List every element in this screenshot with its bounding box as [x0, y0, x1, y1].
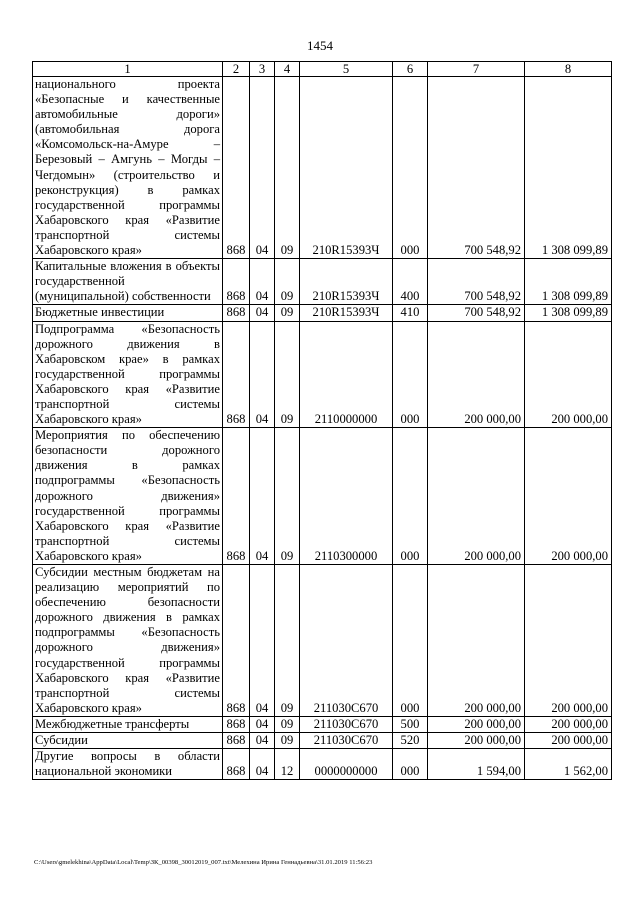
col-header: 6 — [393, 62, 428, 77]
cell-ministry: 868 — [223, 733, 250, 749]
cell-ministry: 868 — [223, 305, 250, 321]
cell-target-article: 2110300000 — [300, 428, 393, 565]
cell-amount-2: 1 308 099,89 — [525, 77, 612, 259]
cell-subsection: 09 — [275, 565, 300, 717]
cell-amount-1: 200 000,00 — [428, 428, 525, 565]
col-header: 7 — [428, 62, 525, 77]
budget-table — [32, 61, 612, 780]
table-row — [33, 77, 612, 259]
table-row — [33, 733, 612, 749]
cell-amount-1: 200 000,00 — [428, 733, 525, 749]
col-header: 5 — [300, 62, 393, 77]
cell-section: 04 — [250, 77, 275, 259]
col-header: 8 — [525, 62, 612, 77]
cell-amount-2: 1 308 099,89 — [525, 305, 612, 321]
cell-expense-type: 000 — [393, 428, 428, 565]
cell-subsection: 09 — [275, 321, 300, 428]
cell-ministry: 868 — [223, 716, 250, 732]
cell-amount-1: 200 000,00 — [428, 321, 525, 428]
col-header: 1 — [33, 62, 223, 77]
cell-target-article: 210R15393Ч — [300, 77, 393, 259]
row-name: Мероприятия по обеспечению безопасности дорожного движения в рамках подпрограммы «Безопасность дорожного движения» государственной программы Хабаровского края «Развитие транспортной системы Хабаровского края» — [33, 428, 223, 565]
cell-expense-type: 000 — [393, 749, 428, 780]
cell-amount-2: 200 000,00 — [525, 716, 612, 732]
cell-subsection: 09 — [275, 77, 300, 259]
table-row — [33, 259, 612, 305]
cell-expense-type: 500 — [393, 716, 428, 732]
row-name: национального проекта «Безопасные и качественные автомобильные дороги» (автомобильная дорога «Комсомольск-на-Амуре – Березовый – Амгунь – Могды – Чегдомын» (строительство и реконструкция) в рамках государственной программы Хабаровского края «Развитие транспортной системы Хабаровского края» — [33, 77, 223, 259]
row-name: Субсидии — [33, 733, 223, 749]
row-name: Капитальные вложения в объекты государственной (муниципальной) собственности — [33, 259, 223, 305]
cell-section: 04 — [250, 733, 275, 749]
cell-section: 04 — [250, 716, 275, 732]
cell-target-article: 2110000000 — [300, 321, 393, 428]
row-name: Другие вопросы в области национальной экономики — [33, 749, 223, 780]
table-row — [33, 321, 612, 428]
cell-target-article: 210R15393Ч — [300, 305, 393, 321]
cell-subsection: 09 — [275, 716, 300, 732]
cell-ministry: 868 — [223, 749, 250, 780]
col-header: 3 — [250, 62, 275, 77]
row-name: Межбюджетные трансферты — [33, 716, 223, 732]
cell-amount-1: 700 548,92 — [428, 305, 525, 321]
cell-target-article: 0000000000 — [300, 749, 393, 780]
cell-expense-type: 000 — [393, 565, 428, 717]
cell-amount-1: 200 000,00 — [428, 716, 525, 732]
cell-expense-type: 400 — [393, 259, 428, 305]
table-row — [33, 305, 612, 321]
cell-amount-2: 200 000,00 — [525, 565, 612, 717]
cell-target-article: 211030С670 — [300, 733, 393, 749]
table-row — [33, 749, 612, 780]
cell-subsection: 12 — [275, 749, 300, 780]
cell-amount-1: 700 548,92 — [428, 259, 525, 305]
cell-section: 04 — [250, 749, 275, 780]
page-number: 1454 — [307, 38, 333, 53]
table-row — [33, 428, 612, 565]
cell-target-article: 211030С670 — [300, 716, 393, 732]
cell-section: 04 — [250, 428, 275, 565]
cell-section: 04 — [250, 565, 275, 717]
row-name: Подпрограмма «Безопасность дорожного движения в Хабаровском крае» в рамках государственной программы Хабаровского края «Развитие транспортной системы Хабаровского края» — [33, 321, 223, 428]
row-name: Бюджетные инвестиции — [33, 305, 223, 321]
cell-amount-2: 200 000,00 — [525, 733, 612, 749]
table-row — [33, 716, 612, 732]
cell-amount-2: 200 000,00 — [525, 428, 612, 565]
row-name: Субсидии местным бюджетам на реализацию мероприятий по обеспечению безопасности дорожного движения в рамках подпрограммы «Безопасность дорожного движения» государственной программы Хабаровского края «Развитие транспортной системы Хабаровского края» — [33, 565, 223, 717]
cell-target-article: 211030С670 — [300, 565, 393, 717]
cell-amount-2: 200 000,00 — [525, 321, 612, 428]
cell-target-article: 210R15393Ч — [300, 259, 393, 305]
cell-ministry: 868 — [223, 259, 250, 305]
cell-subsection: 09 — [275, 733, 300, 749]
cell-ministry: 868 — [223, 565, 250, 717]
cell-ministry: 868 — [223, 77, 250, 259]
col-header: 2 — [223, 62, 250, 77]
cell-ministry: 868 — [223, 321, 250, 428]
col-header: 4 — [275, 62, 300, 77]
table-row — [33, 565, 612, 717]
cell-amount-2: 1 308 099,89 — [525, 259, 612, 305]
cell-subsection: 09 — [275, 259, 300, 305]
cell-subsection: 09 — [275, 305, 300, 321]
cell-ministry: 868 — [223, 428, 250, 565]
cell-subsection: 09 — [275, 428, 300, 565]
cell-amount-2: 1 562,00 — [525, 749, 612, 780]
cell-amount-1: 200 000,00 — [428, 565, 525, 717]
header-row — [33, 62, 612, 77]
cell-expense-type: 000 — [393, 321, 428, 428]
cell-expense-type: 000 — [393, 77, 428, 259]
cell-expense-type: 410 — [393, 305, 428, 321]
cell-section: 04 — [250, 259, 275, 305]
cell-expense-type: 520 — [393, 733, 428, 749]
cell-amount-1: 1 594,00 — [428, 749, 525, 780]
file-path-footer: C:\Users\gmelekhina\AppData\Local\Temp\ЗК_00398_30012019_007.txt\Мелехина Ирина Геннадьевна\31.01.2019 11:56:23 — [34, 859, 373, 866]
cell-section: 04 — [250, 305, 275, 321]
cell-amount-1: 700 548,92 — [428, 77, 525, 259]
cell-section: 04 — [250, 321, 275, 428]
